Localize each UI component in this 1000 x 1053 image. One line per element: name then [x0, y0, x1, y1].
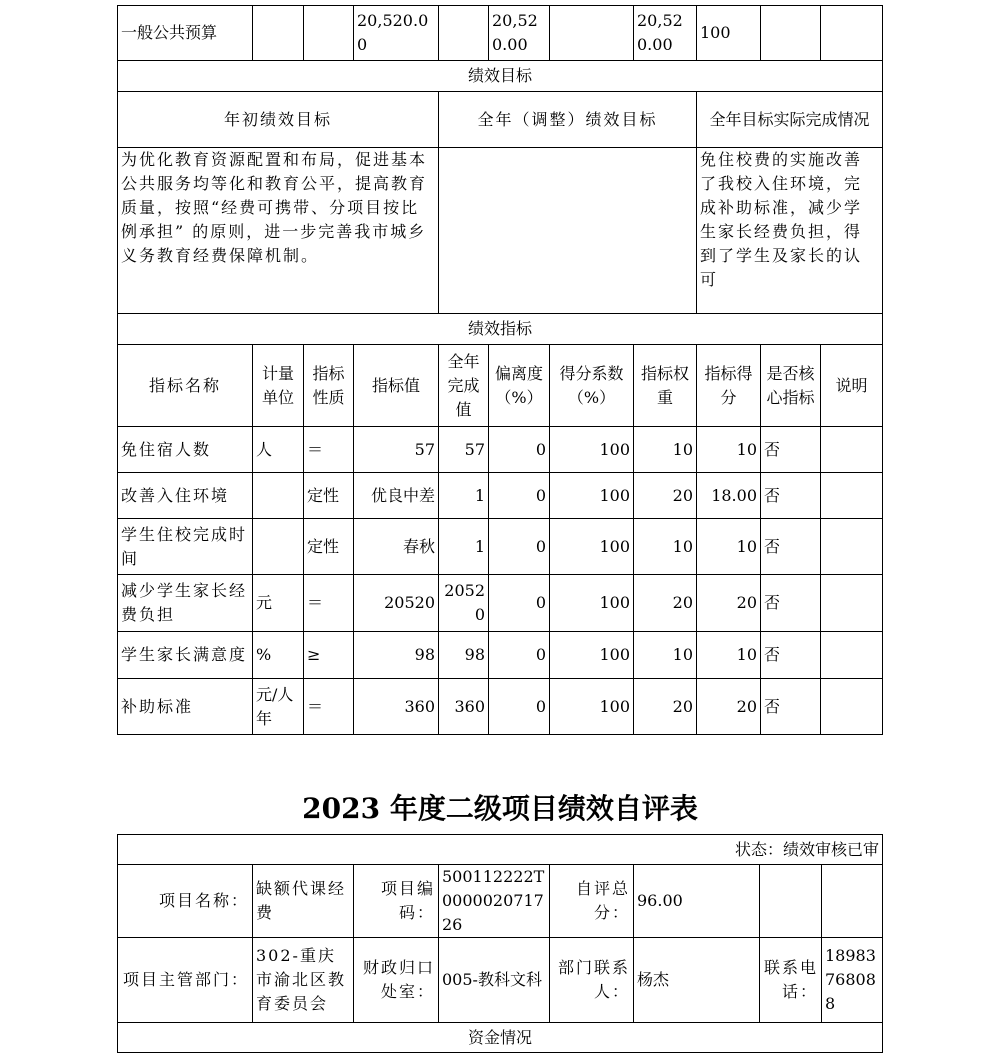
table-row: [118, 519, 883, 575]
project-info-table: [117, 834, 883, 1053]
phone-value: 18983768088: [822, 938, 883, 1023]
indicator-unit: %: [253, 632, 304, 679]
indicators-header-row: [118, 345, 883, 427]
budget-cell: 20,520.00: [489, 6, 550, 61]
indicator-score: 10: [697, 519, 761, 575]
indicator-nature: 定性: [304, 473, 354, 519]
indicator-core: 否: [761, 575, 821, 632]
contact-label: 部门联系人：: [550, 938, 634, 1023]
indicator-value: 360: [354, 679, 439, 735]
indicator-core: 否: [761, 473, 821, 519]
indicator-name: 学生住校完成时间: [118, 519, 253, 575]
table-row: [118, 575, 883, 632]
indicator-deviation: 0: [489, 519, 550, 575]
dept-label: 项目主管部门：: [118, 938, 253, 1023]
budget-cell: 20,520.00: [354, 6, 439, 61]
score-label: 自评总分：: [550, 865, 634, 938]
indicator-note: [821, 519, 883, 575]
column-header: 指标名称: [118, 345, 253, 427]
column-header: 指标权重: [634, 345, 697, 427]
indicator-actual: 1: [439, 473, 489, 519]
indicator-score: 10: [697, 427, 761, 473]
indicators-section-title: 绩效指标: [118, 314, 883, 345]
dept-value: 302-重庆市渝北区教育委员会: [253, 938, 354, 1023]
indicator-unit: 元: [253, 575, 304, 632]
indicator-coefficient: 100: [550, 519, 634, 575]
project-code: 500112222T000002071726: [439, 865, 550, 938]
status-text: 状态：绩效审核已审: [118, 835, 883, 865]
initial-goal-text: 为优化教育资源配置和布局，促进基本公共服务均等化和教育公平，提高教育质量，按照“经费可携带、分项目按比例承担” 的原则，进一步完善我市城乡义务教育经费保障机制。: [118, 148, 439, 314]
indicator-value: 20520: [354, 575, 439, 632]
indicator-nature: ＝: [304, 575, 354, 632]
indicator-deviation: 0: [489, 473, 550, 519]
indicator-deviation: 0: [489, 679, 550, 735]
indicator-actual: 57: [439, 427, 489, 473]
column-header: 指标值: [354, 345, 439, 427]
table-row: [118, 427, 883, 473]
performance-table: [117, 5, 883, 735]
indicator-value: 98: [354, 632, 439, 679]
indicator-score: 10: [697, 632, 761, 679]
score-value: 96.00: [634, 865, 760, 938]
indicator-nature: 定性: [304, 519, 354, 575]
column-header: 偏离度（%）: [489, 345, 550, 427]
indicator-name: 改善入住环境: [118, 473, 253, 519]
indicator-value: 57: [354, 427, 439, 473]
indicator-unit: 元/人年: [253, 679, 304, 735]
indicator-note: [821, 427, 883, 473]
column-header: 指标得分: [697, 345, 761, 427]
project-name-label: 项目名称：: [118, 865, 253, 938]
indicator-coefficient: 100: [550, 575, 634, 632]
goals-section-title: 绩效目标: [118, 61, 883, 92]
table-row: [118, 473, 883, 519]
budget-label: 一般公共预算: [118, 6, 253, 61]
indicator-core: 否: [761, 632, 821, 679]
indicator-actual: 20520: [439, 575, 489, 632]
contact-value: 杨杰: [634, 938, 760, 1023]
indicator-deviation: 0: [489, 632, 550, 679]
indicator-value: 春秋: [354, 519, 439, 575]
indicator-coefficient: 100: [550, 427, 634, 473]
indicator-note: [821, 632, 883, 679]
indicator-core: 否: [761, 679, 821, 735]
indicator-note: [821, 473, 883, 519]
project-code-label: 项目编码：: [354, 865, 439, 938]
funds-section-title: 资金情况: [118, 1023, 883, 1053]
indicator-nature: ≥: [304, 632, 354, 679]
indicator-core: 否: [761, 427, 821, 473]
table-row: [118, 679, 883, 735]
column-header: 得分系数（%）: [550, 345, 634, 427]
budget-cell: 20,520.00: [634, 6, 697, 61]
indicator-name: 学生家长满意度: [118, 632, 253, 679]
indicator-actual: 360: [439, 679, 489, 735]
indicator-actual: 98: [439, 632, 489, 679]
column-header: 计量单位: [253, 345, 304, 427]
indicator-weight: 20: [634, 575, 697, 632]
budget-row: [118, 6, 883, 61]
indicator-nature: ＝: [304, 427, 354, 473]
indicator-weight: 10: [634, 632, 697, 679]
indicator-actual: 1: [439, 519, 489, 575]
indicator-unit: 人: [253, 427, 304, 473]
phone-label: 联系电话：: [760, 938, 822, 1023]
indicator-name: 补助标准: [118, 679, 253, 735]
indicator-score: 20: [697, 575, 761, 632]
budget-cell: 100: [697, 6, 761, 61]
indicator-name: 减少学生家长经费负担: [118, 575, 253, 632]
indicator-note: [821, 679, 883, 735]
indicator-weight: 20: [634, 679, 697, 735]
column-header: 说明: [821, 345, 883, 427]
column-header: 是否核心指标: [761, 345, 821, 427]
actual-goal-header: 全年目标实际完成情况: [697, 92, 883, 148]
indicator-deviation: 0: [489, 575, 550, 632]
indicator-nature: ＝: [304, 679, 354, 735]
indicator-unit: [253, 519, 304, 575]
office-label: 财政归口处室：: [354, 938, 439, 1023]
actual-goal-text: 免住校费的实施改善了我校入住环境，完成补助标准，减少学生家长经费负担，得到了学生及家长的认可: [697, 148, 883, 314]
column-header: 指标性质: [304, 345, 354, 427]
adjusted-goal-header: 全年（调整）绩效目标: [439, 92, 697, 148]
indicator-score: 18.00: [697, 473, 761, 519]
table-row: [118, 632, 883, 679]
indicator-core: 否: [761, 519, 821, 575]
column-header: 全年完成值: [439, 345, 489, 427]
page-title: 2023 年度二级项目绩效自评表: [302, 792, 698, 825]
indicator-unit: [253, 473, 304, 519]
indicator-weight: 10: [634, 519, 697, 575]
indicator-coefficient: 100: [550, 632, 634, 679]
indicator-score: 20: [697, 679, 761, 735]
project-name: 缺额代课经费: [253, 865, 354, 938]
adjusted-goal-text: [439, 148, 697, 314]
indicator-coefficient: 100: [550, 473, 634, 519]
office-value: 005-教科文科: [439, 938, 550, 1023]
indicator-weight: 20: [634, 473, 697, 519]
indicator-coefficient: 100: [550, 679, 634, 735]
initial-goal-header: 年初绩效目标: [118, 92, 439, 148]
indicator-deviation: 0: [489, 427, 550, 473]
indicator-name: 免住宿人数: [118, 427, 253, 473]
indicator-weight: 10: [634, 427, 697, 473]
indicator-value: 优良中差: [354, 473, 439, 519]
indicator-note: [821, 575, 883, 632]
